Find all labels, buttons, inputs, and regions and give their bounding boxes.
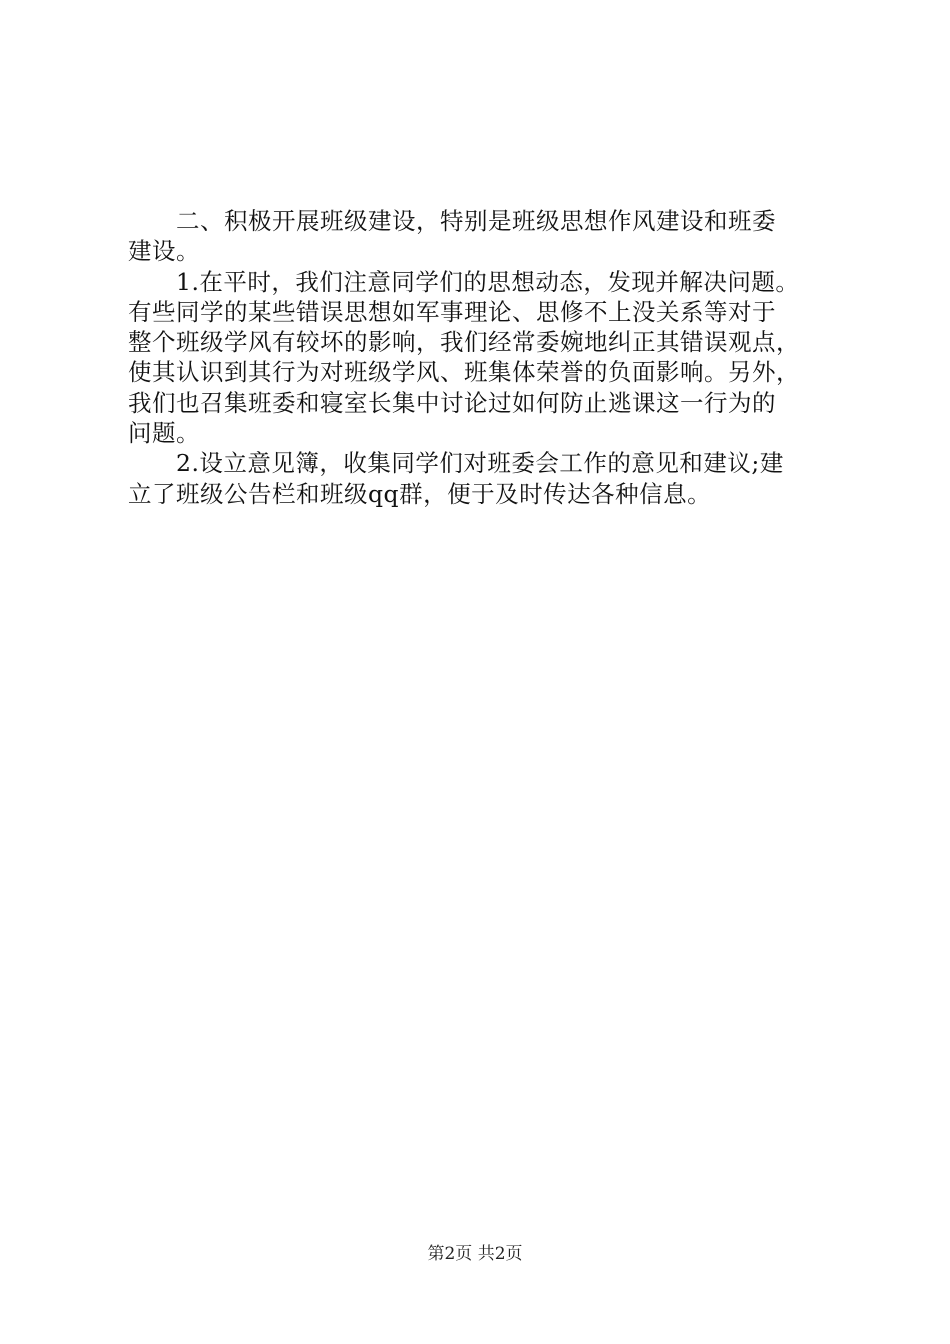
text-line: 2.设立意见簿，收集同学们对班委会工作的意见和建议;建 — [128, 449, 784, 478]
text-line: 我们也召集班委和寝室长集中讨论过如何防止逃课这一行为的 — [128, 388, 776, 417]
text-line: 整个班级学风有较坏的影响，我们经常委婉地纠正其错误观点， — [128, 328, 800, 357]
text-line: 立了班级公告栏和班级qq群，便于及时传达各种信息。 — [128, 479, 712, 508]
text-line: 有些同学的某些错误思想如军事理论、思修不上没关系等对于 — [128, 297, 776, 326]
text-line: 使其认识到其行为对班级学风、班集体荣誉的负面影响。另外， — [128, 358, 800, 387]
document-body — [128, 206, 840, 509]
text-line: 1.在平时，我们注意同学们的思想动态，发现并解决问题。 — [128, 267, 800, 296]
text-line: 建设。 — [128, 237, 200, 266]
text-line: 问题。 — [128, 419, 200, 448]
text-line: 二、积极开展班级建设，特别是班级思想作风建设和班委 — [128, 207, 776, 235]
page-number-footer: 第2页 共2页 — [427, 1244, 523, 1264]
